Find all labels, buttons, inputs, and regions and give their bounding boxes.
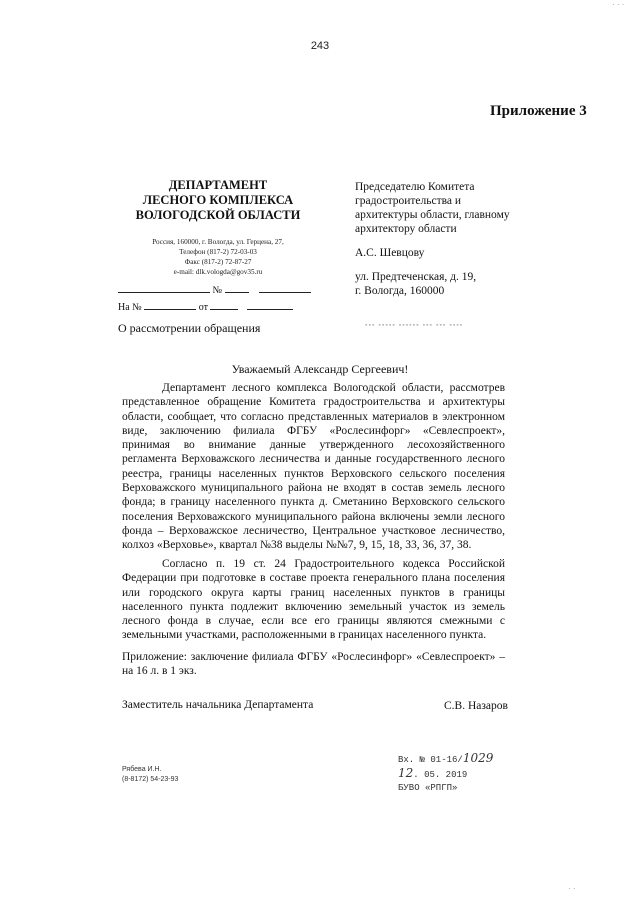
address-line: Россия, 160000, г. Вологда, ул. Герцена, 27, [152,238,284,246]
executor-phone: (8-8172) 54-23-93 [122,776,179,783]
outgoing-number-line [118,283,311,296]
department-address [118,237,318,277]
date-blank [118,283,210,293]
recipient-line: Председателю Комитета [355,181,475,193]
greeting: Уважаемый Александр Сергеевич! [231,362,409,376]
appendix-label: Приложение 3 [490,103,587,119]
department-title [118,178,318,223]
recipient-block [355,180,535,298]
signatory-position: Заместитель начальника Департамента [122,699,314,711]
faint-registration-stamp: ▪▪▪ ▪▪▪▪▪ ▪▪▪▪▪▪ ▪▪▪ ▪▪▪ ▪▪▪▪ [365,322,464,329]
reference-date-blank [210,300,238,310]
recipient-address [355,270,535,298]
stamp-number-prefix: Вх. № 01-16/ [398,755,463,765]
number-blank-2 [259,283,311,293]
number-blank [225,283,249,293]
reference-from: от [198,302,208,313]
signatory-name: С.В. Назаров [444,700,508,712]
recipient-line: градостроительства и [355,195,462,207]
scan-mark-bottom: · · [568,884,576,893]
executor-name: Рябева И.Н. [122,766,162,773]
recipient-line: архитектуры области, главному [355,209,510,221]
recipient-name: А.С. Шевцову [355,247,425,259]
recipient-line: архитектору области [355,223,457,235]
reference-date-blank-2 [247,300,293,310]
number-sign: № [212,285,223,296]
reference-prefix: На № [118,302,142,313]
letter-subject: О рассмотрении обращения [118,321,261,335]
body-paragraph-1: Департамент лесного комплекса Вологодской области, рассмотрев представленное обращение Комитета градостроительства и архитектуры области, сообщает, что согласно представленных материалов в электронном виде, заключению филиала ФГБУ «Рослесинфорг» «Севлеспроект», принимая во внимание данные утвержденного лесохозяйственного регламента Верховажского лесничества и данные государственного лесного реестра, границы населенных пунктов Верховского сельского поселения Верховажского муниципального района не входят в состав земель лесного фонда; в границу населенного пункта д. Сметанино Верховского сельского поселения Верховажского муниципального района включены земли лесного фонда – Верховажское лесничество, Центральное участковое лесничество, колхоз «Верховье», квартал №38 выделы №№7, 9, 15, 18, 33, 36, 37, 38. [122,382,505,552]
recipient-position [355,180,535,236]
department-title-line: ДЕПАРТАМЕНТ [168,178,268,192]
stamp-line-3: БУВО «РПГП» [398,783,458,793]
reference-line [118,300,293,313]
page-number: 243 [310,40,330,52]
stamp-line-2 [398,767,493,782]
incoming-registration-stamp [398,752,493,795]
stamp-date-suffix: . 05. 2019 [413,770,468,780]
stamp-handwritten-number: 1029 [462,751,494,765]
attachment-note: Приложение: заключение филиала ФГБУ «Рослесинфорг» «Севлеспроект» – на 16 л. в 1 экз. [122,651,505,678]
recipient-address-line: г. Вологда, 160000 [355,285,445,297]
recipient-address-line: ул. Предтеченская, д. 19, [355,271,477,283]
department-letterhead [118,178,318,277]
body-paragraph-2: Согласно п. 19 ст. 24 Градостроительного кодекса Российской Федерации при подготовке в составе проекта генерального плана поселения или городского округа карты границ населенных пунктов в границы населенного пункта подлежит включению земельный участок из земель лесного фонда в случае, если все его границы являются смежными с земельными участками, расположенными в границах населенного пункта. [122,558,505,642]
phone-line: Телефон (817-2) 72-03-03 [179,248,257,256]
executor-info [122,765,178,785]
scan-mark-top: · · · [612,0,625,9]
email-line: e-mail: dlk.vologda@gov35.ru [173,268,263,276]
stamp-line-1 [398,752,493,767]
fax-line: Факс (817-2) 72-87-27 [184,258,252,266]
stamp-handwritten-day: 12 [398,766,414,780]
department-title-line: ВОЛОГОДСКОЙ ОБЛАСТИ [135,208,301,222]
reference-number-blank [144,300,196,310]
department-title-line: ЛЕСНОГО КОМПЛЕКСА [142,193,294,207]
